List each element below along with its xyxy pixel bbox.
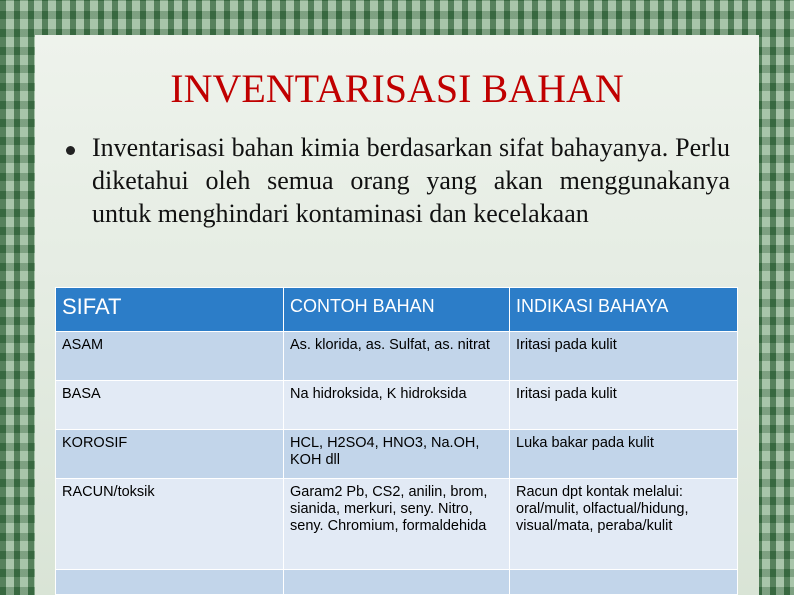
table-cell: HCL, H2SO4, HNO3, Na.OH, KOH dll xyxy=(284,430,510,479)
header-contoh-bahan: CONTOH BAHAN xyxy=(284,288,510,332)
slide-title: INVENTARISASI BAHAN xyxy=(170,66,624,111)
table-cell: Racun dpt kontak melalui: oral/mulit, olfactual/hidung, visual/mata, peraba/kulit xyxy=(510,479,738,570)
hazard-table xyxy=(55,287,738,595)
table-cell: Na hidroksida, K hidroksida xyxy=(284,381,510,430)
table-cell xyxy=(284,570,510,595)
table-cell: RACUN/toksik xyxy=(56,479,284,570)
table-cell: Garam2 Pb, CS2, anilin, brom, sianida, merkuri, seny. Nitro, seny. Chromium, formaldehida xyxy=(284,479,510,570)
table-cell: BASA xyxy=(56,381,284,430)
table-cell: Iritasi pada kulit xyxy=(510,381,738,430)
table-row xyxy=(56,570,738,595)
bullet-dot-icon xyxy=(66,146,75,155)
table-header-row xyxy=(56,288,738,332)
header-sifat: SIFAT xyxy=(56,288,284,332)
table-cell: Luka bakar pada kulit xyxy=(510,430,738,479)
table-row xyxy=(56,332,738,381)
bullet-text: Inventarisasi bahan kimia berdasarkan sifat bahayanya. Perlu diketahui oleh semua orang yang akan menggunakanya untuk menghindari kontaminasi dan kecelakaan xyxy=(92,133,730,228)
table-cell: As. klorida, as. Sulfat, as. nitrat xyxy=(284,332,510,381)
header-indikasi-bahaya: INDIKASI BAHAYA xyxy=(510,288,738,332)
table-cell xyxy=(56,570,284,595)
table-cell: ASAM xyxy=(56,332,284,381)
table-row xyxy=(56,381,738,430)
table-cell: Iritasi pada kulit xyxy=(510,332,738,381)
table-cell: KOROSIF xyxy=(56,430,284,479)
table-row xyxy=(56,430,738,479)
table-row xyxy=(56,479,738,570)
table-cell xyxy=(510,570,738,595)
